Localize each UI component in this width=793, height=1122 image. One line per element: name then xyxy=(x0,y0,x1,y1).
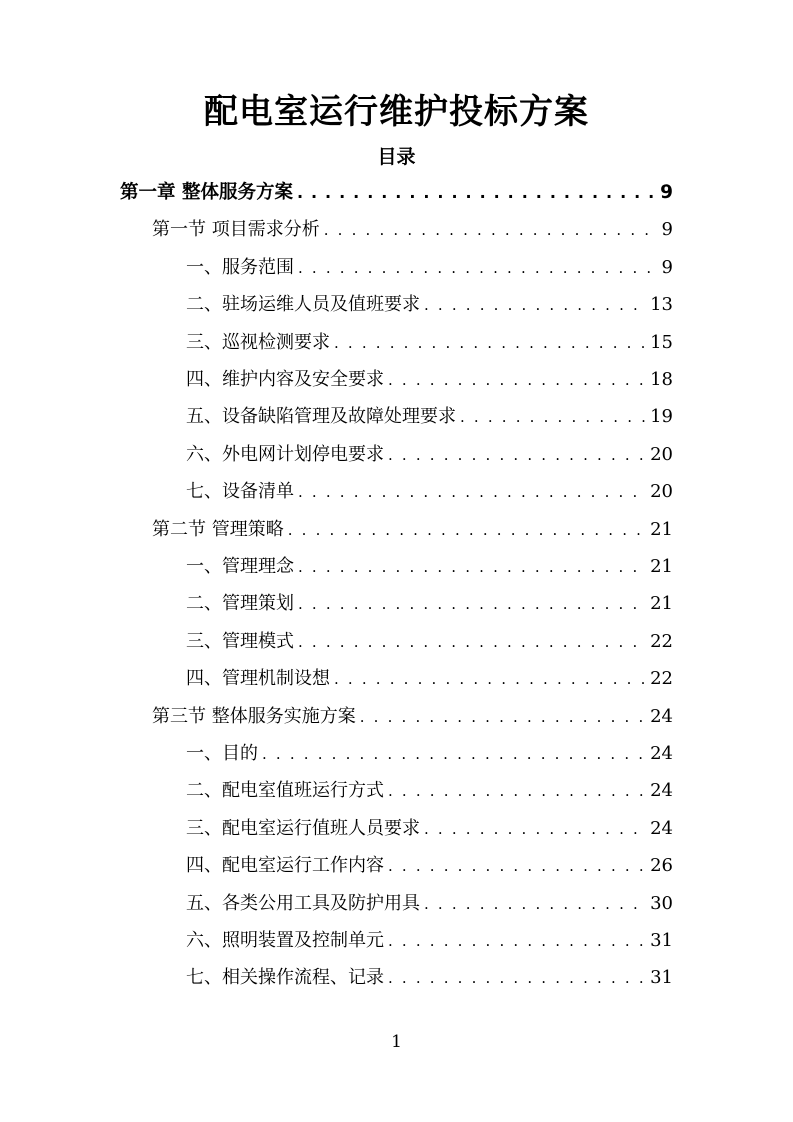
toc-entry[interactable] xyxy=(152,511,673,548)
toc-entry-title: 七、相关操作流程、记录 xyxy=(186,967,384,989)
toc-entry-page: 24 xyxy=(650,817,673,839)
toc-entry[interactable] xyxy=(186,473,673,510)
toc-leader-dots xyxy=(460,399,646,436)
toc-entry-title: 第三节 整体服务实施方案 xyxy=(152,705,356,727)
toc-entry[interactable] xyxy=(186,959,673,996)
toc-entry-title: 六、外电网计划停电要求 xyxy=(186,443,384,465)
toc-leader-dots xyxy=(360,699,646,736)
toc-entry-page: 9 xyxy=(661,219,673,241)
toc-entry-title: 三、配电室运行值班人员要求 xyxy=(186,817,420,839)
toc-entry-page: 20 xyxy=(650,481,673,503)
toc-leader-dots xyxy=(334,661,646,698)
toc-entry[interactable] xyxy=(186,361,673,398)
toc-entry-page: 31 xyxy=(650,930,673,951)
toc-entry[interactable] xyxy=(152,698,673,735)
toc-entry-page: 21 xyxy=(650,518,673,540)
toc-entry-title: 一、目的 xyxy=(186,743,258,764)
toc-entry[interactable] xyxy=(186,623,673,660)
toc-entry[interactable] xyxy=(186,548,673,585)
toc-entry-title: 五、各类公用工具及防护用具 xyxy=(186,892,420,914)
toc-leader-dots xyxy=(334,325,646,362)
toc-entry-page: 13 xyxy=(650,294,673,316)
toc-entry-page: 22 xyxy=(650,630,673,652)
toc-entry-page: 21 xyxy=(650,593,673,615)
toc-entry-title: 三、管理模式 xyxy=(186,630,294,652)
toc-entry-page: 15 xyxy=(650,331,673,353)
page-number: 1 xyxy=(391,1032,402,1052)
toc-entry-title: 第一节 项目需求分析 xyxy=(152,219,320,241)
toc-entry-title: 六、照明装置及控制单元 xyxy=(186,930,384,951)
toc-leader-dots xyxy=(388,848,646,885)
toc-leader-dots xyxy=(388,923,646,960)
toc-leader-dots xyxy=(262,736,646,773)
toc-entry[interactable] xyxy=(186,735,673,772)
toc-entry[interactable] xyxy=(186,249,673,286)
toc-entry-title: 七、设备清单 xyxy=(186,481,294,503)
toc-entry[interactable] xyxy=(186,810,673,847)
toc-entry-title: 三、巡视检测要求 xyxy=(186,331,330,353)
toc-entry-page: 9 xyxy=(660,182,673,203)
toc-leader-dots xyxy=(298,624,646,661)
toc-entry-title: 一、管理理念 xyxy=(186,556,294,577)
toc-leader-dots xyxy=(424,886,646,923)
toc-entry-page: 24 xyxy=(650,705,673,727)
toc-entry-title: 第一章 整体服务方案 xyxy=(120,182,293,203)
toc-entry[interactable] xyxy=(186,660,673,697)
toc-entry-page: 31 xyxy=(650,967,673,989)
toc-entry[interactable] xyxy=(120,174,673,211)
toc-entry-page: 30 xyxy=(650,892,673,914)
toc-leader-dots xyxy=(424,811,646,848)
toc-entry-page: 24 xyxy=(650,780,673,802)
toc-entry-page: 9 xyxy=(661,256,673,278)
toc-leader-dots xyxy=(288,512,646,549)
toc-entry-title: 四、维护内容及安全要求 xyxy=(186,369,384,390)
toc-entry[interactable] xyxy=(186,286,673,323)
toc-entry[interactable] xyxy=(186,436,673,473)
toc-entry-title: 第二节 管理策略 xyxy=(152,518,284,540)
toc-entry-page: 26 xyxy=(650,855,673,877)
toc-entry-page: 21 xyxy=(650,556,673,577)
toc-entry-page: 18 xyxy=(650,369,673,390)
toc-entry[interactable] xyxy=(152,211,673,248)
toc-leader-dots xyxy=(297,174,656,211)
toc-entry-title: 二、管理策划 xyxy=(186,593,294,615)
toc-entry-page: 22 xyxy=(650,668,673,690)
toc-leader-dots xyxy=(298,549,646,586)
toc-leader-dots xyxy=(324,212,658,249)
toc-heading: 目录 xyxy=(377,146,416,168)
toc-entry-title: 二、驻场运维人员及值班要求 xyxy=(186,294,420,316)
toc-entry[interactable] xyxy=(186,398,673,435)
toc-entry-title: 四、配电室运行工作内容 xyxy=(186,855,384,877)
toc-entry[interactable] xyxy=(186,885,673,922)
toc-entry-title: 二、配电室值班运行方式 xyxy=(186,780,384,802)
toc-entry-title: 五、设备缺陷管理及故障处理要求 xyxy=(186,406,456,428)
toc-leader-dots xyxy=(388,960,646,997)
toc-entry-title: 一、服务范围 xyxy=(186,256,294,278)
toc-entry[interactable] xyxy=(186,324,673,361)
toc-entry[interactable] xyxy=(186,772,673,809)
toc-leader-dots xyxy=(298,250,658,287)
toc-leader-dots xyxy=(424,287,646,324)
toc-entry-page: 20 xyxy=(650,443,673,465)
toc-entry-title: 四、管理机制设想 xyxy=(186,668,330,690)
toc-leader-dots xyxy=(388,437,646,474)
toc-entry-page: 24 xyxy=(650,743,673,764)
toc-entry[interactable] xyxy=(186,847,673,884)
toc-entry-page: 19 xyxy=(650,406,673,428)
toc-leader-dots xyxy=(298,586,646,623)
toc-entry[interactable] xyxy=(186,922,673,959)
document-title: 配电室运行维护投标方案 xyxy=(204,92,589,132)
toc-entry[interactable] xyxy=(186,585,673,622)
toc-leader-dots xyxy=(298,474,646,511)
toc-leader-dots xyxy=(388,773,646,810)
toc-leader-dots xyxy=(388,362,646,399)
